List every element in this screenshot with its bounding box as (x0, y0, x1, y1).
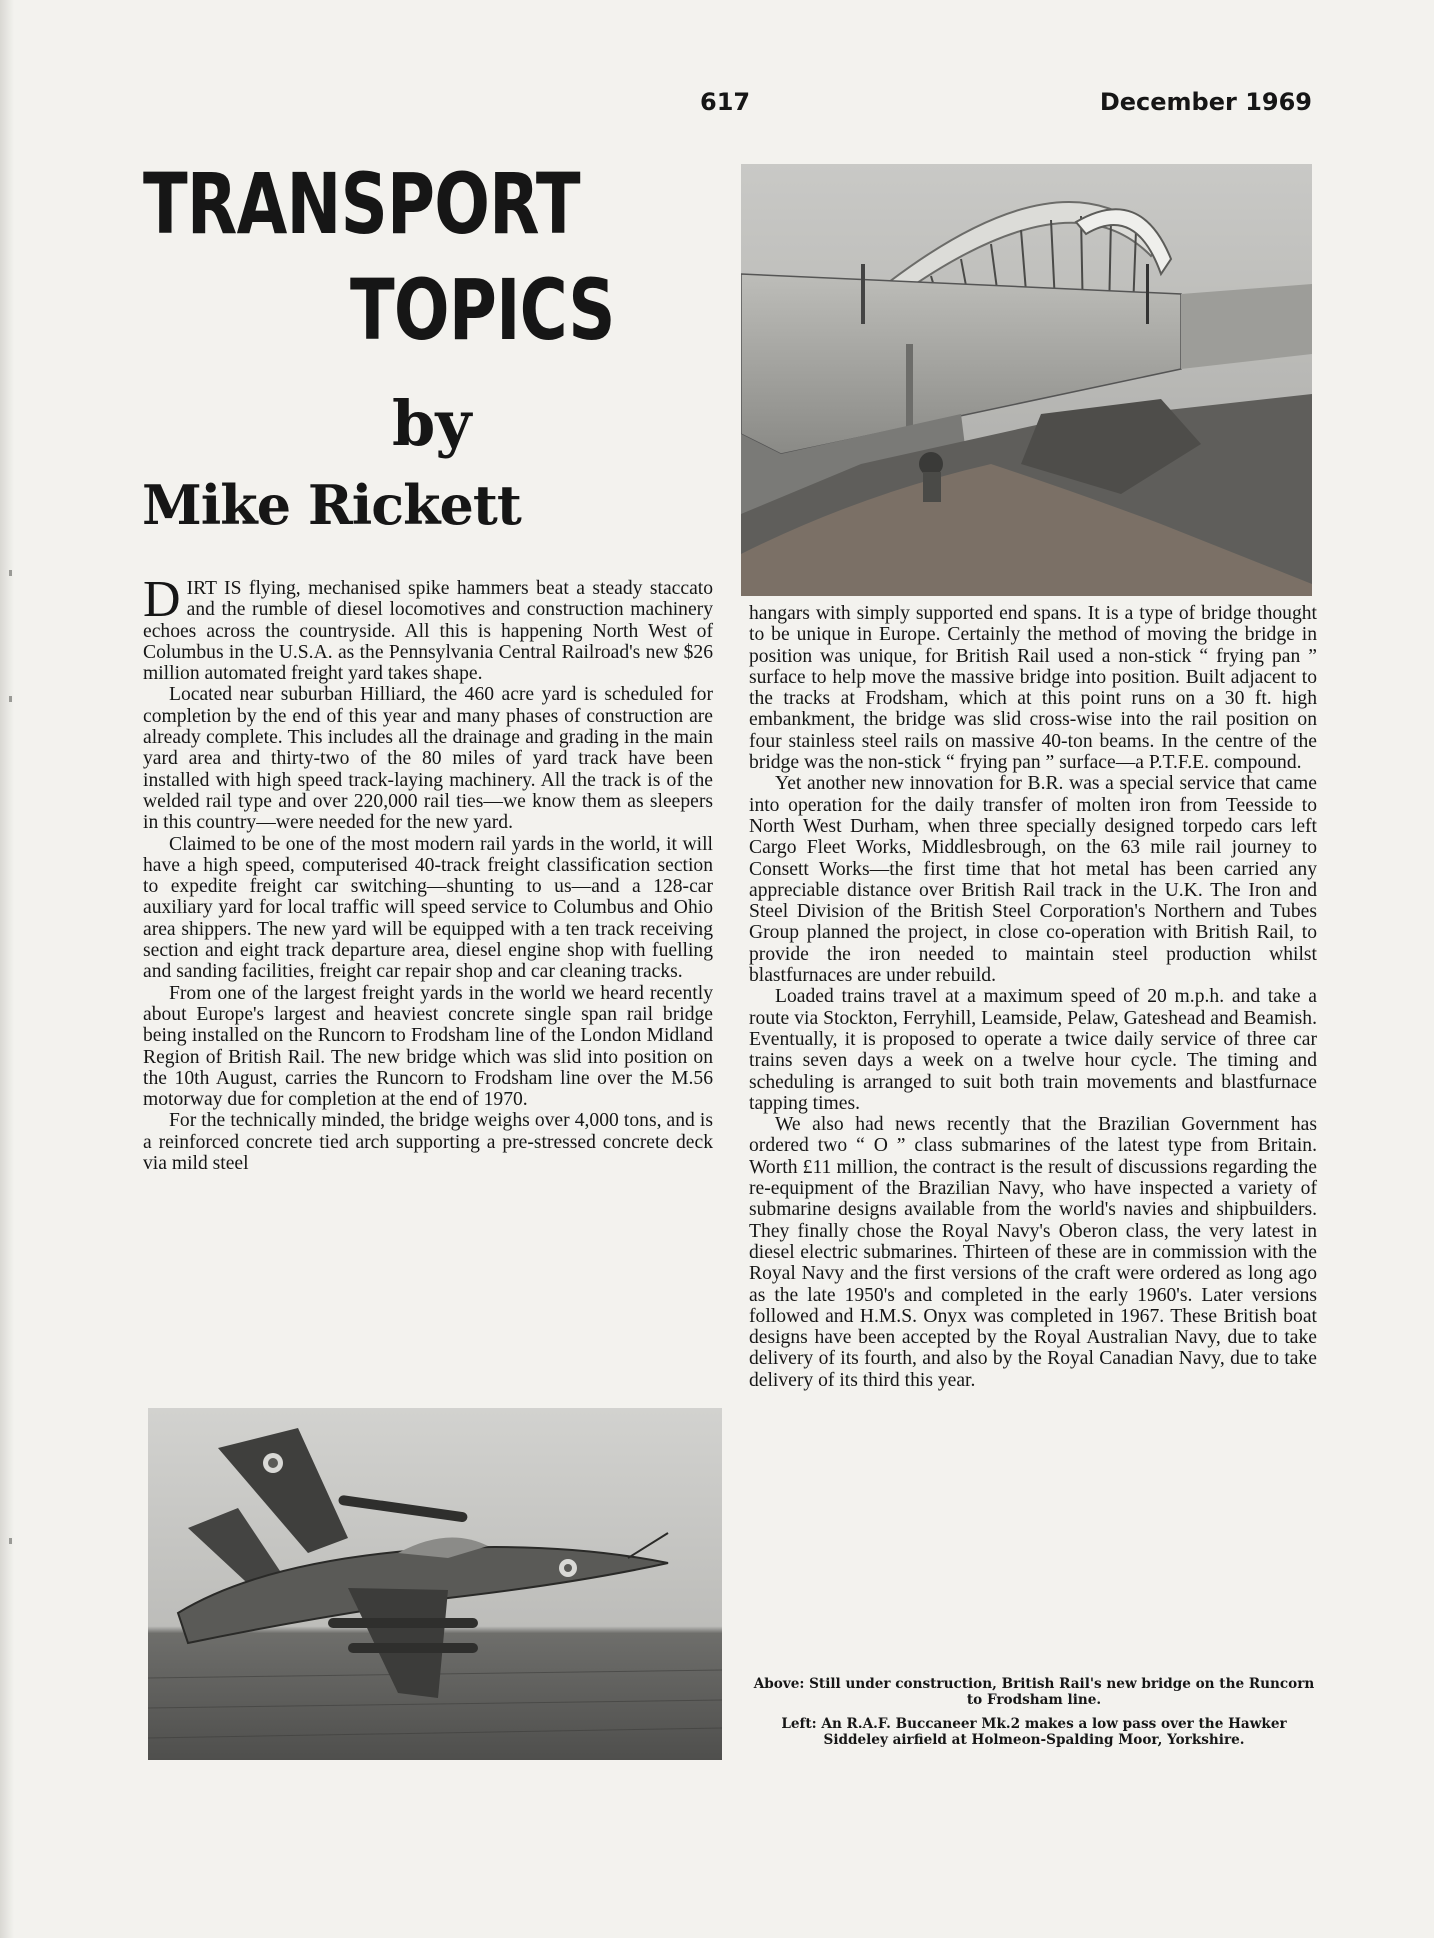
paragraph-text: IRT IS flying, mechanised spike hammers beat a steady staccato and the rumble of diesel locomotives and construction machinery echoes across the countryside. All this is happening North West of Columbus in the U.S.A. as the Pennsylvania Central Railroad's new $26 million automated freight yard takes shape. (143, 578, 713, 685)
byline-by: by (392, 387, 472, 460)
bridge-photo (741, 164, 1312, 596)
article-paragraph: Located near suburban Hilliard, the 460 acre yard is scheduled for completion by the end of this year and many phases of construction are already complete. This includes all the drainage and grading in the main yard area and thirty-two of the 80 miles of yard track have been installed with high speed track-laying machinery. All the track is of the welded rail type and over 220,000 rail ties—we know them as sleepers in this country—were needed for the new yard. (143, 684, 713, 834)
aircraft-photo (148, 1408, 722, 1760)
drop-cap: D (143, 571, 181, 628)
title-line-2: TOPICS (350, 261, 615, 359)
title-line-1: TRANSPORT (143, 155, 580, 253)
article-paragraph: For the technically minded, the bridge weighs over 4,000 tons, and is a reinforced concrete tied arch supporting a pre-stressed concrete deck via mild steel (143, 1110, 713, 1175)
caption-above: Above: Still under construction, British Rail's new bridge on the Runcorn to Frodsham line. (753, 1676, 1315, 1708)
issue-date: December 1969 (1099, 88, 1312, 116)
caption-left: Left: An R.A.F. Buccaneer Mk.2 makes a low pass over the Hawker Siddeley airfield at Holmeon-Spalding Moor, Yorkshire. (781, 1716, 1287, 1748)
scan-mark (9, 570, 12, 576)
bridge-photo-image (741, 164, 1312, 596)
article-paragraph: From one of the largest freight yards in the world we heard recently about Europe's largest and heaviest concrete single span rail bridge being installed on the Runcorn to Frodsham line of the London Midland Region of British Rail. The new bridge which was slid into position on the 10th August, carries the Runcorn to Frodsham line over the M.56 motorway due for completion at the end of 1970. (143, 982, 713, 1111)
page-number: 617 (700, 88, 751, 116)
article-paragraph: hangars with simply supported end spans. It is a type of bridge thought to be unique in Europe. Certainly the method of moving the bridge in position was unique, for British Rail used a non-stick “ frying pan ” surface to help move the massive bridge into position. Built adjacent to the tracks at Frodsham, which at this point runs on a 30 ft. high embankment, the bridge was slid cross-wise into the rail position on four stainless steel rails on massive 40-ton beams. In the centre of the bridge was the non-stick “ frying pan ” surface—a P.T.F.E. compound. (749, 603, 1317, 774)
article-paragraph (143, 571, 713, 685)
scan-mark (9, 696, 12, 702)
article-paragraph: Loaded trains travel at a maximum speed of 20 m.p.h. and take a route via Stockton, Ferryhill, Leamside, Pelaw, Gateshead and Beamish. Eventually, it is proposed to operate a twice daily service of three car trains seven days a week on a twelve hour cycle. The timing and scheduling is arranged to suit both train movements and blastfurnace tapping times. (749, 986, 1317, 1114)
article-paragraph: We also had news recently that the Brazilian Government has ordered two “ O ” class submarines of the latest type from Britain. Worth £11 million, the contract is the result of discussions regarding the re-equipment of the Brazilian Navy, who have inspected a variety of submarine designs available from the world's navies and shipbuilders. They finally chose the Royal Navy's Oberon class, the very latest in diesel electric submarines. Thirteen of these are in commission with the Royal Navy and the first versions of the craft were ordered as long ago as the late 1950's and completed in the early 1960's. Later versions followed and H.M.S. Onyx was completed in 1967. These British boat designs have been accepted by the Royal Australian Navy, due to take delivery of its fourth, and also by the Royal Canadian Navy, due to take delivery of its third this year. (749, 1114, 1317, 1391)
page-edge-shadow (0, 0, 14, 1938)
article-column-right (749, 603, 1317, 1391)
article-column-left (143, 571, 713, 1175)
article-paragraph: Claimed to be one of the most modern rail yards in the world, it will have a high speed, computerised 40-track freight classification section to expedite freight car switching—shunting to us—and a 128-car auxiliary yard for local traffic will speed service to Columbus and Ohio area shippers. The new yard will be equipped with a ten track receiving section and eight track departure area, diesel engine shop with fuelling and sanding facilities, freight car repair shop and car cleaning tracks. (143, 833, 713, 983)
article-paragraph: Yet another new innovation for B.R. was a special service that came into operation for the daily transfer of molten iron from Teesside to North West Durham, when three specially designed torpedo cars left Cargo Fleet Works, Middlesbrough, on the 63 mile rail journey to Consett Works—the first time that hot metal has been carried any appreciable distance over British Rail track in the U.K. The Iron and Steel Division of the British Steel Corporation's Northern and Tubes Group planned the project, in close co-operation with British Rail, to provide the iron needed to maintain steel production whilst blastfurnaces are under rebuild. (749, 773, 1317, 987)
photo-captions (750, 1676, 1318, 1756)
author-name: Mike Rickett (142, 473, 521, 537)
aircraft-photo-image (148, 1408, 722, 1760)
scan-mark (9, 1538, 12, 1544)
